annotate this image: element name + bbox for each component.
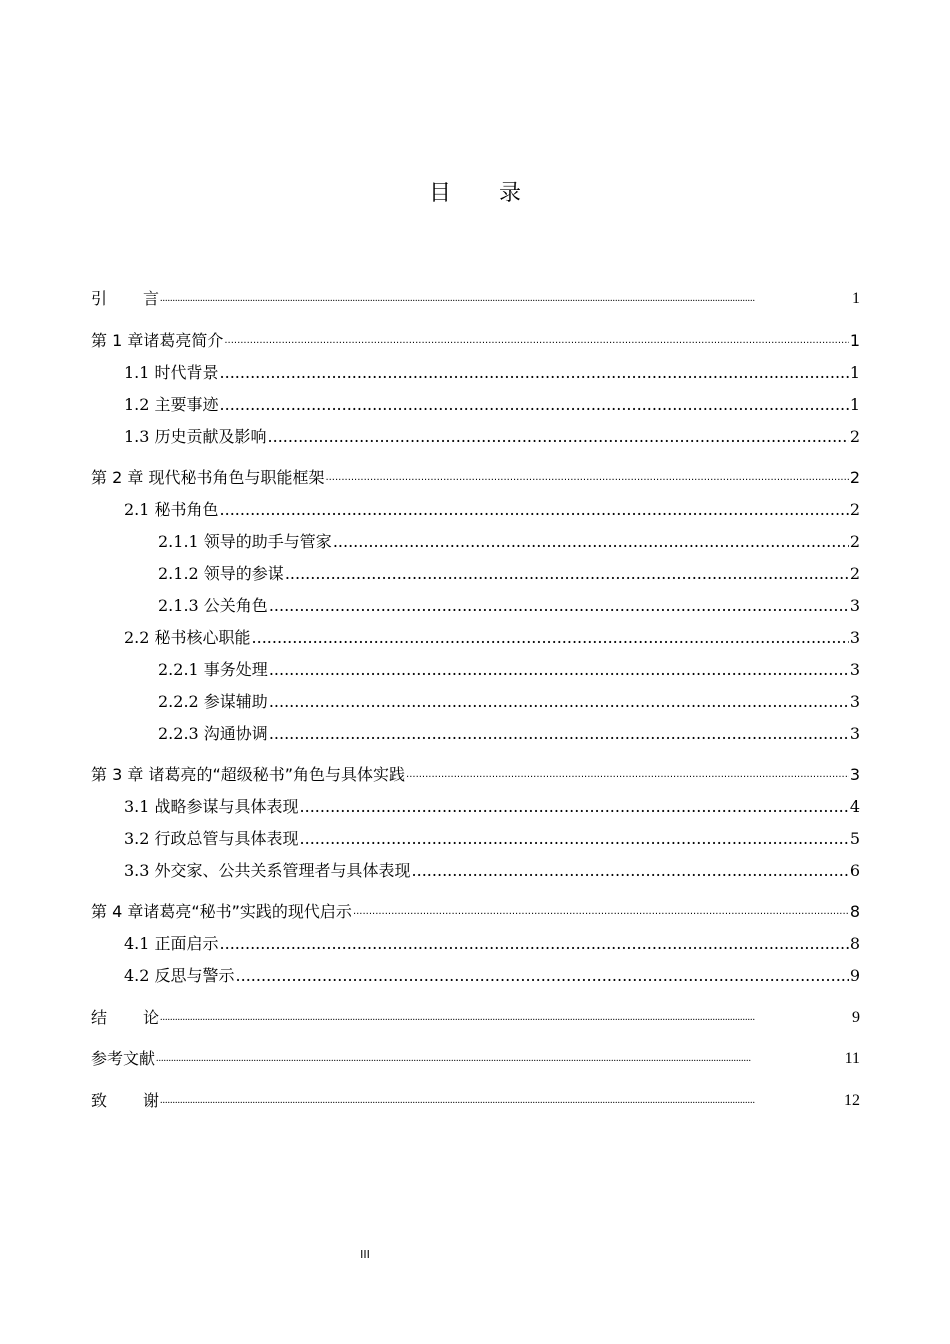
toc-entry-label: 第 1 章诸葛亮简介 — [91, 331, 224, 350]
leader-dots — [160, 1090, 843, 1112]
toc-entry-label: 3.1 战略参谋与具体表现 — [124, 797, 299, 816]
toc-entry-label: 2.2.2 参谋辅助 — [158, 692, 268, 711]
toc-entry-label: 2.1.3 公关角色 — [158, 596, 268, 615]
leader-dots — [269, 723, 849, 745]
toc-entry-page: 1 — [849, 363, 860, 382]
toc-entry-label: 1.1 时代背景 — [124, 363, 219, 382]
toc-entry-page: 3 — [849, 660, 860, 679]
toc-entry-page: 3 — [849, 724, 860, 743]
toc-entry-page: 6 — [849, 861, 860, 880]
toc-entry[interactable] — [91, 467, 860, 489]
leader-dots — [220, 933, 849, 955]
toc-entry-label: 2.1.2 领导的参谋 — [158, 564, 284, 583]
toc-entry-page: 4 — [849, 797, 860, 816]
toc-entry-label: 谢 — [143, 1091, 160, 1110]
toc-entry-label: 参考文献 — [91, 1049, 156, 1068]
toc-entry-label: 2.2 秘书核心职能 — [124, 628, 251, 647]
leader-dots — [268, 426, 849, 448]
toc-entry-page: 9 — [849, 966, 860, 985]
toc-entry[interactable] — [91, 965, 860, 987]
toc-entry-label: 3.2 行政总管与具体表现 — [124, 829, 299, 848]
toc-entry[interactable] — [91, 330, 860, 352]
toc-entry[interactable] — [91, 901, 860, 923]
toc-entry-page: 2 — [849, 532, 860, 551]
leader-dots — [412, 860, 849, 882]
toc-entry-page: 1 — [849, 395, 860, 414]
leader-dots — [269, 691, 849, 713]
toc-title — [0, 178, 950, 210]
toc-title-char: 目 — [428, 181, 499, 206]
toc-entry-page: 1 — [849, 331, 860, 350]
leader-dots — [156, 1048, 844, 1070]
toc-entry[interactable] — [91, 595, 860, 617]
leader-dots — [220, 362, 849, 384]
leader-dots — [252, 627, 849, 649]
toc-entry-label: 4.1 正面启示 — [124, 934, 219, 953]
toc-entry-page: 12 — [844, 1092, 860, 1109]
toc-entry[interactable] — [91, 659, 860, 681]
toc-entry-page: 3 — [849, 692, 860, 711]
toc-entry[interactable] — [91, 860, 860, 882]
toc-entry[interactable] — [91, 288, 860, 310]
toc-entry-label: 第 4 章诸葛亮“秘书”实践的现代启示 — [91, 902, 352, 921]
toc-entry[interactable] — [91, 764, 860, 786]
leader-dots — [285, 563, 849, 585]
leader-dots — [300, 828, 849, 850]
toc-entry-page: 8 — [849, 902, 860, 921]
toc-entry-label: 1.2 主要事迹 — [124, 395, 219, 414]
leader-dots — [220, 499, 849, 521]
toc-entry-label: 言 — [143, 289, 160, 308]
toc-entry-label: 4.2 反思与警示 — [124, 966, 235, 985]
toc-entry-page: 3 — [849, 596, 860, 615]
toc-entry-page: 11 — [844, 1050, 860, 1067]
toc-entry-page: 9 — [852, 1009, 860, 1026]
toc-entry-label: 2.1 秘书角色 — [124, 500, 219, 519]
leader-dots — [333, 531, 849, 553]
toc-entry-label: 1.3 历史贡献及影响 — [124, 427, 267, 446]
leader-dots — [220, 394, 849, 416]
toc-entry-label: 3.3 外交家、公共关系管理者与具体表现 — [124, 861, 411, 880]
leader-dots — [160, 1007, 851, 1029]
leader-dots — [406, 764, 849, 786]
toc-entry-page: 8 — [849, 934, 860, 953]
toc-entry[interactable] — [91, 796, 860, 818]
toc-entry[interactable] — [91, 1048, 860, 1070]
toc-entry[interactable] — [91, 933, 860, 955]
toc-entry-label: 结 — [91, 1008, 108, 1027]
toc-entry-label: 2.2.1 事务处理 — [158, 660, 268, 679]
toc-entry-page: 2 — [849, 564, 860, 583]
toc-entry-label: 引 — [91, 289, 108, 308]
toc-entry[interactable] — [91, 828, 860, 850]
toc-entry-page: 2 — [849, 427, 860, 446]
toc-entry-page: 1 — [852, 290, 860, 307]
toc-title-char: 录 — [499, 181, 570, 206]
toc-entry-label: 论 — [143, 1008, 160, 1027]
toc-entry[interactable] — [91, 362, 860, 384]
leader-dots — [160, 288, 851, 310]
toc-entry[interactable] — [91, 627, 860, 649]
toc-entry[interactable] — [91, 1007, 860, 1029]
toc-entry[interactable] — [91, 691, 860, 713]
leader-dots — [300, 796, 849, 818]
toc-entry-label: 第 2 章 现代秘书角色与职能框架 — [91, 468, 325, 487]
toc-entry[interactable] — [91, 723, 860, 745]
toc-entry-page: 3 — [849, 628, 860, 647]
leader-dots — [269, 595, 849, 617]
leader-dots — [224, 330, 848, 352]
toc-entry[interactable] — [91, 499, 860, 521]
toc-entry-label: 致 — [91, 1091, 108, 1110]
toc-entry[interactable] — [91, 426, 860, 448]
leader-dots — [353, 901, 849, 923]
toc-entry[interactable] — [91, 1090, 860, 1112]
toc-entry[interactable] — [91, 531, 860, 553]
toc-entry[interactable] — [91, 563, 860, 585]
leader-dots — [236, 965, 849, 987]
leader-dots — [269, 659, 849, 681]
toc-entry-page: 3 — [849, 765, 860, 784]
toc-entry-label: 第 3 章 诸葛亮的“超级秘书”角色与具体实践 — [91, 765, 406, 784]
leader-dots — [325, 467, 848, 489]
toc-entry-page: 2 — [849, 468, 860, 487]
toc-entry-label: 2.2.3 沟通协调 — [158, 724, 268, 743]
toc-entry-label: 2.1.1 领导的助手与管家 — [158, 532, 332, 551]
page-number-footer: III — [360, 1248, 370, 1261]
toc-entry-page: 2 — [849, 500, 860, 519]
toc-entry[interactable] — [91, 394, 860, 416]
toc-entry-page: 5 — [849, 829, 860, 848]
